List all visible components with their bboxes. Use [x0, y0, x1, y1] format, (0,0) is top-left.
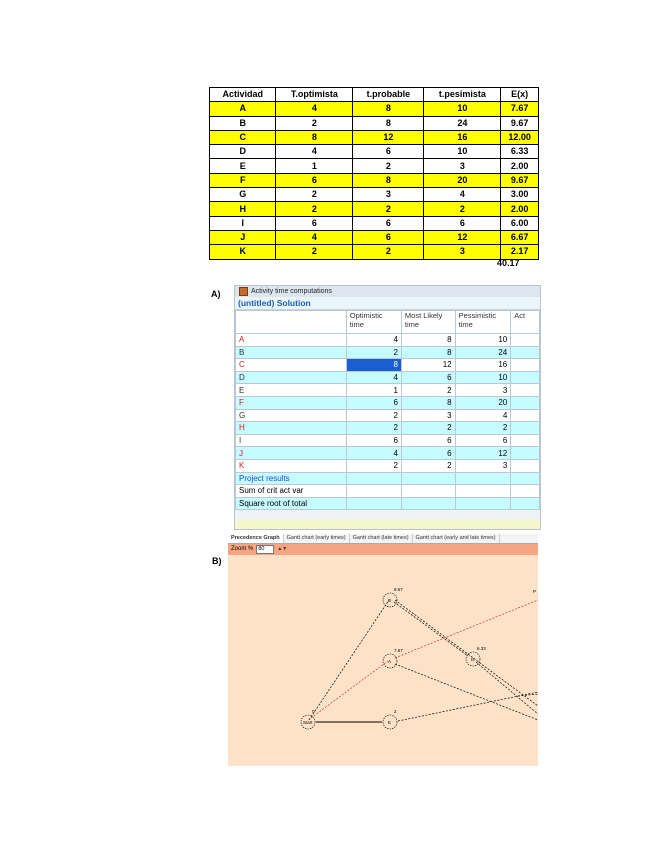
grid-cell-most-likely[interactable]: 8: [401, 396, 455, 409]
grid-results-row: [236, 472, 540, 485]
table-row: [210, 216, 539, 230]
cell-optimista: 4: [276, 145, 353, 159]
grid-cell-pessimistic[interactable]: 4: [455, 409, 511, 422]
activity-time-table: [209, 87, 539, 260]
grid-header-most-likely: Most Likely time: [401, 311, 455, 334]
cell-ex: 3.00: [501, 188, 539, 202]
grid-results-empty: [511, 472, 540, 485]
grid-cell-pessimistic[interactable]: 24: [455, 346, 511, 359]
precedence-network: [228, 554, 538, 766]
grid-results-empty: [346, 485, 401, 498]
grid-cell-pessimistic[interactable]: 3: [455, 459, 511, 472]
cell-optimista: 2: [276, 245, 353, 259]
edge-start-a: [311, 661, 388, 718]
grid-cell-act[interactable]: [511, 371, 540, 384]
grid-row[interactable]: [236, 334, 540, 347]
solution-grid[interactable]: [235, 310, 540, 510]
grid-cell-most-likely[interactable]: 8: [401, 334, 455, 347]
cell-probable: 6: [353, 216, 424, 230]
table-row: [210, 145, 539, 159]
grid-row[interactable]: [236, 447, 540, 460]
cell-optimista: 2: [276, 116, 353, 130]
grid-cell-activity[interactable]: F: [236, 396, 347, 409]
cell-actividad: E: [210, 159, 276, 173]
node-a[interactable]: [383, 648, 403, 668]
grid-header-pessimistic: Pessimistic time: [455, 311, 511, 334]
zoom-input[interactable]: 80: [256, 545, 274, 554]
grid-cell-optimistic[interactable]: 2: [346, 422, 401, 435]
cell-optimista: 4: [276, 102, 353, 116]
cell-probable: 2: [353, 245, 424, 259]
grid-results-empty: [455, 472, 511, 485]
cell-ex: 7.67: [501, 102, 539, 116]
table-header-row: [210, 88, 539, 102]
grid-cell-activity[interactable]: E: [236, 384, 347, 397]
node-p-label: P: [533, 589, 537, 594]
grid-results-row: [236, 497, 540, 510]
edge-b-right: [395, 600, 538, 706]
grid-cell-activity[interactable]: H: [236, 422, 347, 435]
grid-row[interactable]: [236, 359, 540, 372]
precedence-graph-panel: [228, 534, 538, 766]
grid-results-empty: [401, 485, 455, 498]
cell-pesimista: 24: [424, 116, 501, 130]
cell-actividad: J: [210, 230, 276, 244]
grid-cell-pessimistic[interactable]: 10: [455, 334, 511, 347]
grid-cell-activity[interactable]: B: [236, 346, 347, 359]
grid-cell-optimistic[interactable]: 8: [346, 359, 401, 372]
grid-results-empty: [346, 472, 401, 485]
grid-cell-activity[interactable]: G: [236, 409, 347, 422]
cell-ex: 12.00: [501, 130, 539, 144]
grid-cell-act[interactable]: [511, 359, 540, 372]
cell-optimista: 8: [276, 130, 353, 144]
grid-cell-activity[interactable]: A: [236, 334, 347, 347]
cell-pesimista: 20: [424, 173, 501, 187]
grid-cell-pessimistic[interactable]: 2: [455, 422, 511, 435]
grid-cell-optimistic[interactable]: 6: [346, 434, 401, 447]
grid-header-row: [236, 311, 540, 334]
grid-cell-act[interactable]: [511, 447, 540, 460]
grid-results-empty: [455, 497, 511, 510]
cell-ex: 6.33: [501, 145, 539, 159]
cell-actividad: K: [210, 245, 276, 259]
grid-cell-act[interactable]: [511, 409, 540, 422]
header-ex: E(x): [501, 88, 539, 102]
grid-results-label: Project results: [236, 472, 347, 485]
grid-results-label: Sum of crit act var: [236, 485, 347, 498]
grid-cell-optimistic[interactable]: 4: [346, 371, 401, 384]
cell-probable: 6: [353, 145, 424, 159]
grid-cell-optimistic[interactable]: 1: [346, 384, 401, 397]
cell-ex: 2.00: [501, 202, 539, 216]
node-start[interactable]: [301, 709, 315, 729]
cell-pesimista: 10: [424, 102, 501, 116]
grid-cell-optimistic[interactable]: 4: [346, 447, 401, 460]
cell-probable: 8: [353, 102, 424, 116]
grid-cell-act[interactable]: [511, 459, 540, 472]
grid-header-blank: [236, 311, 347, 334]
section-label-b: B): [212, 556, 222, 566]
edge-a-right: [395, 664, 538, 720]
grid-row[interactable]: [236, 422, 540, 435]
cell-pesimista: 16: [424, 130, 501, 144]
node-start-value: 0: [312, 709, 315, 714]
tab-gantt-early-late[interactable]: Gantt chart (early and late times): [413, 534, 500, 543]
cell-actividad: C: [210, 130, 276, 144]
grid-cell-most-likely[interactable]: 6: [401, 434, 455, 447]
grid-results-row: [236, 485, 540, 498]
node-e-id: E: [388, 720, 392, 725]
grid-cell-most-likely[interactable]: 6: [401, 447, 455, 460]
grid-cell-most-likely[interactable]: 3: [401, 409, 455, 422]
grid-cell-most-likely[interactable]: 12: [401, 359, 455, 372]
node-a-value: 7.67: [394, 648, 403, 653]
grid-row[interactable]: [236, 459, 540, 472]
grid-results-empty: [511, 497, 540, 510]
node-b[interactable]: [383, 587, 403, 607]
grid-cell-most-likely[interactable]: 2: [401, 459, 455, 472]
header-t-optimista: T.optimista: [276, 88, 353, 102]
grid-cell-pessimistic[interactable]: 10: [455, 371, 511, 384]
cell-ex: 6.00: [501, 216, 539, 230]
table-row: [210, 245, 539, 259]
grid-cell-act[interactable]: [511, 384, 540, 397]
cell-ex: 9.67: [501, 116, 539, 130]
table-row: [210, 230, 539, 244]
grid-header-optimistic: Optimistic time: [346, 311, 401, 334]
cell-ex: 9.67: [501, 173, 539, 187]
grid-cell-activity[interactable]: K: [236, 459, 347, 472]
cell-pesimista: 4: [424, 188, 501, 202]
cell-pesimista: 10: [424, 145, 501, 159]
grid-cell-most-likely[interactable]: 6: [401, 371, 455, 384]
grid-cell-pessimistic[interactable]: 6: [455, 434, 511, 447]
cell-actividad: G: [210, 188, 276, 202]
node-e-value: 2: [394, 709, 397, 714]
table-row: [210, 202, 539, 216]
cell-ex: 2.00: [501, 159, 539, 173]
grid-cell-act[interactable]: [511, 396, 540, 409]
grid-results-empty: [346, 497, 401, 510]
grid-row[interactable]: [236, 409, 540, 422]
grid-cell-most-likely[interactable]: 8: [401, 346, 455, 359]
grid-cell-activity[interactable]: C: [236, 359, 347, 372]
header-t-pesimista: t.pesimista: [424, 88, 501, 102]
zoom-label: Zoom %: [231, 546, 254, 552]
table-row: [210, 102, 539, 116]
expected-total: 40.17: [497, 258, 520, 268]
cell-optimista: 4: [276, 230, 353, 244]
grid-results-label: Square root of total: [236, 497, 347, 510]
grid-cell-pessimistic[interactable]: 3: [455, 384, 511, 397]
grid-row[interactable]: [236, 384, 540, 397]
cell-pesimista: 2: [424, 202, 501, 216]
tab-precedence-graph[interactable]: Precedence Graph: [228, 534, 284, 543]
cell-probable: 8: [353, 173, 424, 187]
node-d-value: 6.33: [477, 646, 486, 651]
grid-cell-activity[interactable]: J: [236, 447, 347, 460]
cell-actividad: I: [210, 216, 276, 230]
cell-ex: 2.17: [501, 245, 539, 259]
node-b-value: 9.67: [394, 587, 403, 592]
grid-row[interactable]: [236, 346, 540, 359]
grid-cell-most-likely[interactable]: 2: [401, 422, 455, 435]
cell-actividad: B: [210, 116, 276, 130]
cell-pesimista: 6: [424, 216, 501, 230]
grid-cell-act[interactable]: [511, 346, 540, 359]
cell-actividad: D: [210, 145, 276, 159]
grid-row[interactable]: [236, 396, 540, 409]
activity-time-computations-window: [234, 285, 541, 530]
edge-a-p: [395, 600, 538, 658]
grid-cell-act[interactable]: [511, 434, 540, 447]
window-title: Activity time computations: [251, 288, 332, 295]
node-d-id: D: [471, 657, 475, 662]
grid-row[interactable]: [236, 371, 540, 384]
cell-optimista: 6: [276, 173, 353, 187]
grid-cell-most-likely[interactable]: 2: [401, 384, 455, 397]
app-icon: [239, 287, 248, 296]
cell-optimista: 2: [276, 202, 353, 216]
section-label-a: A): [211, 289, 221, 299]
cell-probable: 3: [353, 188, 424, 202]
edge-d-right: [476, 662, 538, 714]
edge-right-stub: [518, 694, 538, 696]
grid-cell-act[interactable]: [511, 334, 540, 347]
cell-optimista: 6: [276, 216, 353, 230]
table-row: [210, 116, 539, 130]
cell-probable: 12: [353, 130, 424, 144]
grid-header-act: Act: [511, 311, 540, 334]
node-a-id: A: [388, 659, 392, 664]
grid-cell-optimistic[interactable]: 4: [346, 334, 401, 347]
node-b-id: B: [388, 598, 392, 603]
grid-results-empty: [401, 497, 455, 510]
cell-probable: 2: [353, 202, 424, 216]
grid-cell-pessimistic[interactable]: 16: [455, 359, 511, 372]
header-t-probable: t.probable: [353, 88, 424, 102]
cell-actividad: F: [210, 173, 276, 187]
solution-title: (untitled) Solution: [235, 297, 540, 310]
grid-cell-activity[interactable]: D: [236, 371, 347, 384]
node-d[interactable]: [466, 646, 486, 666]
grid-cell-optimistic[interactable]: 2: [346, 346, 401, 359]
grid-status-strip: [235, 519, 540, 529]
edge-start-b: [309, 598, 392, 720]
node-e[interactable]: [383, 709, 397, 729]
header-actividad: Actividad: [210, 88, 276, 102]
grid-results-empty: [455, 485, 511, 498]
grid-results-empty: [511, 485, 540, 498]
cell-optimista: 2: [276, 188, 353, 202]
cell-probable: 2: [353, 159, 424, 173]
grid-cell-pessimistic[interactable]: 12: [455, 447, 511, 460]
table-row: [210, 159, 539, 173]
zoom-spinner-icon[interactable]: ▲▼: [277, 546, 288, 552]
grid-cell-activity[interactable]: I: [236, 434, 347, 447]
graph-tabs: [228, 534, 538, 544]
grid-cell-optimistic[interactable]: 2: [346, 459, 401, 472]
grid-cell-optimistic[interactable]: 2: [346, 409, 401, 422]
grid-row[interactable]: [236, 434, 540, 447]
window-title-bar: [235, 286, 540, 297]
grid-results-empty: [401, 472, 455, 485]
cell-optimista: 1: [276, 159, 353, 173]
cell-pesimista: 12: [424, 230, 501, 244]
grid-cell-act[interactable]: [511, 422, 540, 435]
cell-ex: 6.67: [501, 230, 539, 244]
node-start-id: Start: [303, 720, 313, 725]
cell-pesimista: 3: [424, 159, 501, 173]
tab-gantt-early[interactable]: Gantt chart (early times): [284, 534, 350, 543]
grid-cell-optimistic[interactable]: 6: [346, 396, 401, 409]
edge-b-d: [394, 602, 468, 656]
table-row: [210, 173, 539, 187]
cell-actividad: H: [210, 202, 276, 216]
grid-cell-pessimistic[interactable]: 20: [455, 396, 511, 409]
cell-probable: 6: [353, 230, 424, 244]
table-row: [210, 130, 539, 144]
table-row: [210, 188, 539, 202]
tab-gantt-late[interactable]: Gantt chart (late times): [350, 534, 413, 543]
cell-pesimista: 3: [424, 245, 501, 259]
cell-actividad: A: [210, 102, 276, 116]
cell-probable: 8: [353, 116, 424, 130]
